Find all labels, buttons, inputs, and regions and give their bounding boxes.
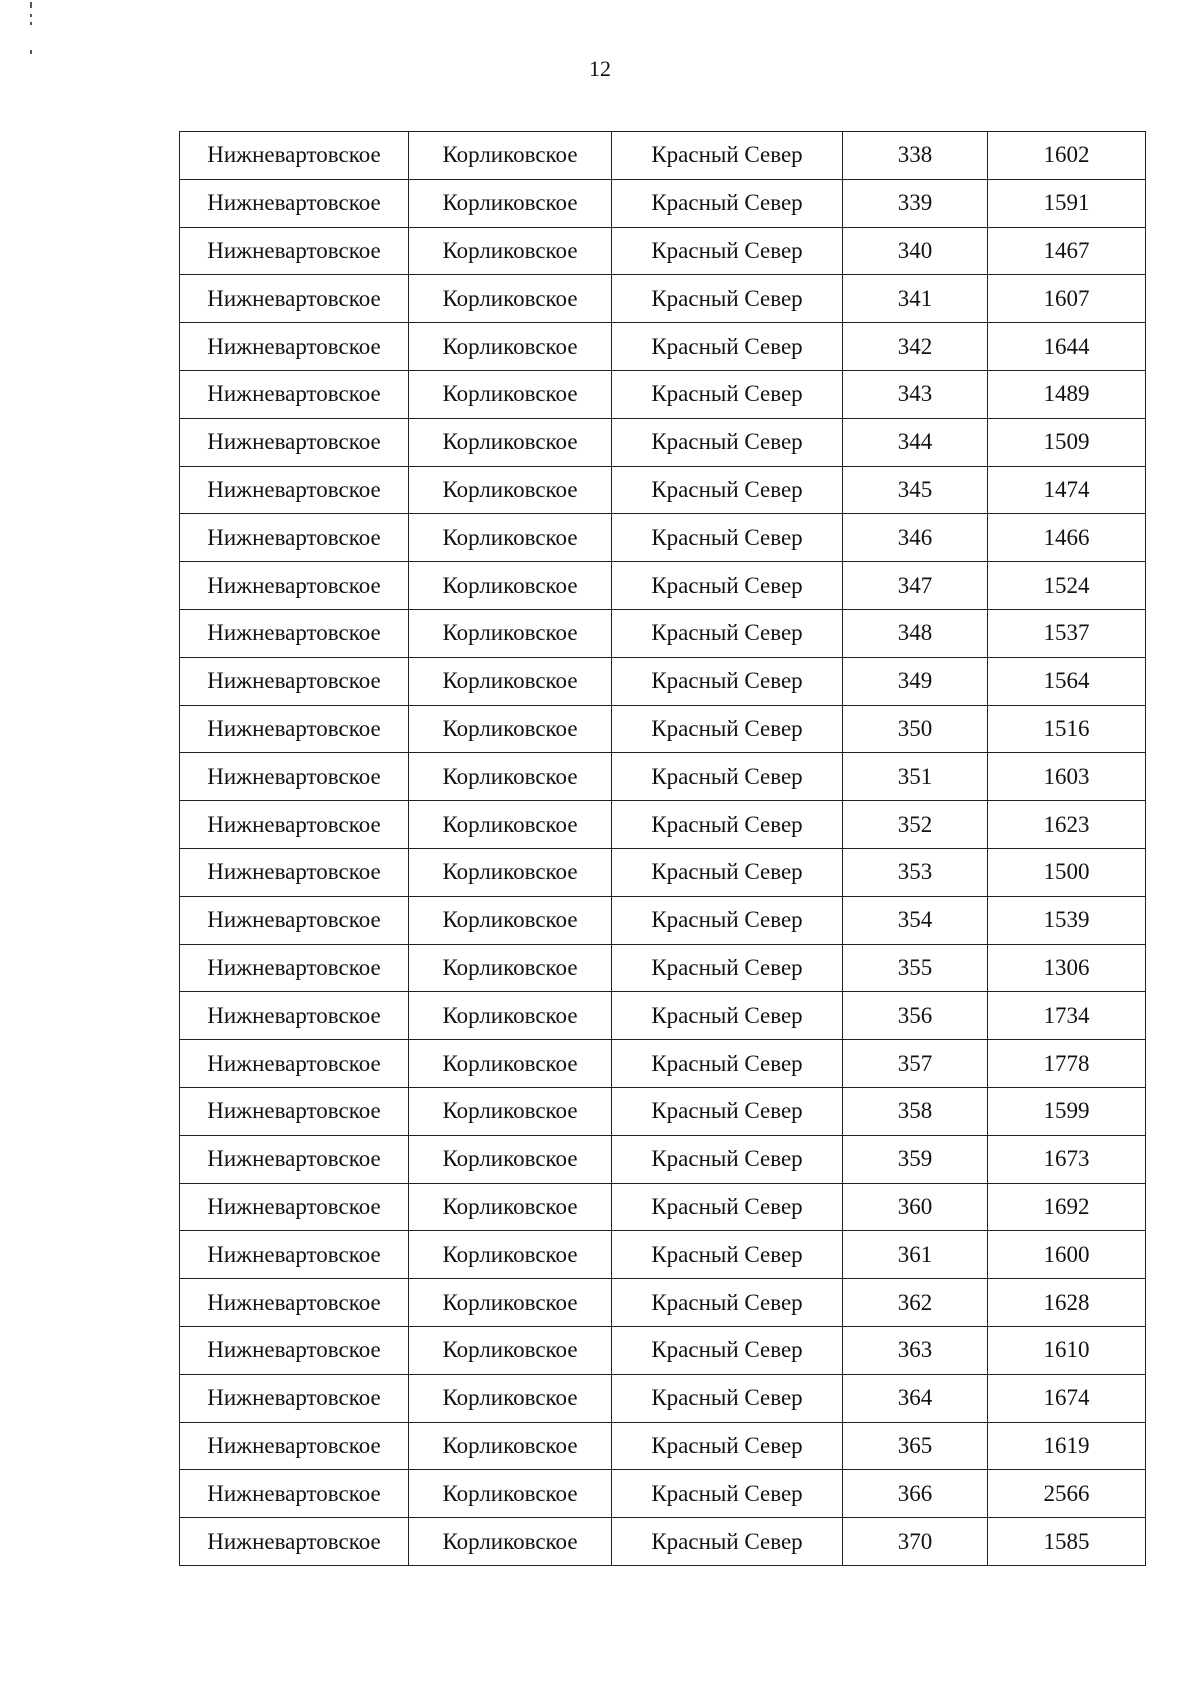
table-row — [180, 848, 1146, 896]
table-row — [180, 1279, 1146, 1327]
cell-district: Нижневартовское — [180, 132, 409, 180]
cell-license-area: Красный Север — [612, 418, 843, 466]
cell-district: Нижневартовское — [180, 418, 409, 466]
cell-field: Корликовское — [409, 753, 612, 801]
cell-district: Нижневартовское — [180, 275, 409, 323]
cell-depth: 1467 — [988, 227, 1146, 275]
cell-field: Корликовское — [409, 1279, 612, 1327]
cell-well-number: 342 — [843, 323, 988, 371]
cell-well-number: 358 — [843, 1087, 988, 1135]
cell-depth: 1599 — [988, 1087, 1146, 1135]
table-row — [180, 1326, 1146, 1374]
cell-license-area: Красный Север — [612, 1040, 843, 1088]
cell-field: Корликовское — [409, 179, 612, 227]
cell-license-area: Красный Север — [612, 753, 843, 801]
table-row — [180, 1183, 1146, 1231]
cell-well-number: 364 — [843, 1374, 988, 1422]
cell-field: Корликовское — [409, 992, 612, 1040]
cell-well-number: 363 — [843, 1326, 988, 1374]
cell-district: Нижневартовское — [180, 801, 409, 849]
cell-license-area: Красный Север — [612, 466, 843, 514]
table-row — [180, 1231, 1146, 1279]
cell-license-area: Красный Север — [612, 227, 843, 275]
table-row — [180, 657, 1146, 705]
cell-field: Корликовское — [409, 801, 612, 849]
cell-license-area: Красный Север — [612, 705, 843, 753]
cell-license-area: Красный Север — [612, 1231, 843, 1279]
table-row — [180, 944, 1146, 992]
cell-district: Нижневартовское — [180, 1040, 409, 1088]
cell-depth: 1539 — [988, 896, 1146, 944]
cell-well-number: 356 — [843, 992, 988, 1040]
cell-depth: 2566 — [988, 1470, 1146, 1518]
cell-depth: 1466 — [988, 514, 1146, 562]
cell-district: Нижневартовское — [180, 657, 409, 705]
cell-field: Корликовское — [409, 848, 612, 896]
cell-field: Корликовское — [409, 1040, 612, 1088]
cell-depth: 1610 — [988, 1326, 1146, 1374]
cell-well-number: 355 — [843, 944, 988, 992]
cell-depth: 1306 — [988, 944, 1146, 992]
cell-depth: 1673 — [988, 1135, 1146, 1183]
page-number: 12 — [589, 56, 611, 81]
cell-district: Нижневартовское — [180, 896, 409, 944]
cell-license-area: Красный Север — [612, 1087, 843, 1135]
cell-well-number: 359 — [843, 1135, 988, 1183]
cell-field: Корликовское — [409, 1422, 612, 1470]
cell-field: Корликовское — [409, 1183, 612, 1231]
cell-district: Нижневартовское — [180, 1087, 409, 1135]
table-row — [180, 132, 1146, 180]
cell-depth: 1623 — [988, 801, 1146, 849]
cell-field: Корликовское — [409, 609, 612, 657]
cell-district: Нижневартовское — [180, 753, 409, 801]
table-row — [180, 1518, 1146, 1566]
cell-district: Нижневартовское — [180, 1231, 409, 1279]
table-row — [180, 705, 1146, 753]
cell-field: Корликовское — [409, 1231, 612, 1279]
table-row — [180, 1422, 1146, 1470]
cell-well-number: 360 — [843, 1183, 988, 1231]
cell-well-number: 352 — [843, 801, 988, 849]
cell-field: Корликовское — [409, 1135, 612, 1183]
cell-license-area: Красный Север — [612, 657, 843, 705]
table-row — [180, 1040, 1146, 1088]
cell-depth: 1603 — [988, 753, 1146, 801]
cell-license-area: Красный Север — [612, 1470, 843, 1518]
cell-depth: 1644 — [988, 323, 1146, 371]
cell-depth: 1585 — [988, 1518, 1146, 1566]
cell-well-number: 361 — [843, 1231, 988, 1279]
cell-license-area: Красный Север — [612, 1374, 843, 1422]
cell-well-number: 350 — [843, 705, 988, 753]
cell-depth: 1474 — [988, 466, 1146, 514]
cell-well-number: 353 — [843, 848, 988, 896]
table-row — [180, 227, 1146, 275]
cell-license-area: Красный Север — [612, 801, 843, 849]
cell-well-number: 370 — [843, 1518, 988, 1566]
cell-district: Нижневартовское — [180, 227, 409, 275]
table-row — [180, 801, 1146, 849]
cell-depth: 1600 — [988, 1231, 1146, 1279]
cell-well-number: 347 — [843, 562, 988, 610]
cell-license-area: Красный Север — [612, 1518, 843, 1566]
cell-field: Корликовское — [409, 1374, 612, 1422]
cell-field: Корликовское — [409, 227, 612, 275]
cell-district: Нижневартовское — [180, 848, 409, 896]
cell-field: Корликовское — [409, 466, 612, 514]
cell-depth: 1778 — [988, 1040, 1146, 1088]
table-row — [180, 466, 1146, 514]
cell-license-area: Красный Север — [612, 992, 843, 1040]
cell-depth: 1602 — [988, 132, 1146, 180]
cell-license-area: Красный Север — [612, 275, 843, 323]
cell-field: Корликовское — [409, 370, 612, 418]
cell-depth: 1607 — [988, 275, 1146, 323]
cell-field: Корликовское — [409, 1518, 612, 1566]
cell-district: Нижневартовское — [180, 1183, 409, 1231]
cell-field: Корликовское — [409, 514, 612, 562]
cell-district: Нижневартовское — [180, 323, 409, 371]
cell-license-area: Красный Север — [612, 1422, 843, 1470]
cell-field: Корликовское — [409, 323, 612, 371]
cell-depth: 1674 — [988, 1374, 1146, 1422]
cell-well-number: 341 — [843, 275, 988, 323]
cell-district: Нижневартовское — [180, 1518, 409, 1566]
table-row — [180, 1374, 1146, 1422]
cell-field: Корликовское — [409, 275, 612, 323]
cell-well-number: 340 — [843, 227, 988, 275]
cell-well-number: 349 — [843, 657, 988, 705]
table-row — [180, 370, 1146, 418]
cell-depth: 1692 — [988, 1183, 1146, 1231]
cell-district: Нижневартовское — [180, 370, 409, 418]
cell-field: Корликовское — [409, 418, 612, 466]
cell-license-area: Красный Север — [612, 1135, 843, 1183]
cell-district: Нижневартовское — [180, 179, 409, 227]
table-row — [180, 418, 1146, 466]
cell-depth: 1509 — [988, 418, 1146, 466]
cell-district: Нижневартовское — [180, 1279, 409, 1327]
table-row — [180, 275, 1146, 323]
cell-well-number: 348 — [843, 609, 988, 657]
cell-district: Нижневартовское — [180, 1135, 409, 1183]
table-row — [180, 609, 1146, 657]
cell-depth: 1564 — [988, 657, 1146, 705]
cell-license-area: Красный Север — [612, 132, 843, 180]
cell-license-area: Красный Север — [612, 562, 843, 610]
cell-depth: 1628 — [988, 1279, 1146, 1327]
cell-district: Нижневартовское — [180, 562, 409, 610]
cell-license-area: Красный Север — [612, 179, 843, 227]
cell-license-area: Красный Север — [612, 609, 843, 657]
cell-well-number: 351 — [843, 753, 988, 801]
cell-well-number: 345 — [843, 466, 988, 514]
cell-license-area: Красный Север — [612, 1279, 843, 1327]
cell-license-area: Красный Север — [612, 514, 843, 562]
table-row — [180, 1135, 1146, 1183]
cell-depth: 1489 — [988, 370, 1146, 418]
cell-field: Корликовское — [409, 896, 612, 944]
cell-well-number: 339 — [843, 179, 988, 227]
cell-well-number: 346 — [843, 514, 988, 562]
cell-district: Нижневартовское — [180, 1470, 409, 1518]
cell-license-area: Красный Север — [612, 1183, 843, 1231]
cell-district: Нижневартовское — [180, 1422, 409, 1470]
cell-field: Корликовское — [409, 657, 612, 705]
cell-field: Корликовское — [409, 1326, 612, 1374]
cell-well-number: 354 — [843, 896, 988, 944]
cell-field: Корликовское — [409, 1470, 612, 1518]
cell-district: Нижневартовское — [180, 1374, 409, 1422]
table-row — [180, 179, 1146, 227]
cell-district: Нижневартовское — [180, 705, 409, 753]
cell-field: Корликовское — [409, 1087, 612, 1135]
table-row — [180, 753, 1146, 801]
cell-well-number: 357 — [843, 1040, 988, 1088]
cell-license-area: Красный Север — [612, 944, 843, 992]
cell-well-number: 366 — [843, 1470, 988, 1518]
cell-depth: 1591 — [988, 179, 1146, 227]
cell-depth: 1537 — [988, 609, 1146, 657]
cell-field: Корликовское — [409, 562, 612, 610]
cell-well-number: 338 — [843, 132, 988, 180]
cell-district: Нижневартовское — [180, 514, 409, 562]
table-row — [180, 896, 1146, 944]
cell-field: Корликовское — [409, 705, 612, 753]
cell-field: Корликовское — [409, 944, 612, 992]
table-row — [180, 1470, 1146, 1518]
table-row — [180, 992, 1146, 1040]
cell-license-area: Красный Север — [612, 896, 843, 944]
cell-well-number: 343 — [843, 370, 988, 418]
cell-depth: 1516 — [988, 705, 1146, 753]
scan-margin-marks — [30, 0, 36, 60]
cell-license-area: Красный Север — [612, 848, 843, 896]
cell-depth: 1500 — [988, 848, 1146, 896]
cell-district: Нижневартовское — [180, 944, 409, 992]
cell-district: Нижневартовское — [180, 992, 409, 1040]
cell-license-area: Красный Север — [612, 370, 843, 418]
cell-well-number: 344 — [843, 418, 988, 466]
cell-well-number: 362 — [843, 1279, 988, 1327]
cell-district: Нижневартовское — [180, 466, 409, 514]
cell-license-area: Красный Север — [612, 323, 843, 371]
table-row — [180, 1087, 1146, 1135]
cell-district: Нижневартовское — [180, 1326, 409, 1374]
cell-depth: 1619 — [988, 1422, 1146, 1470]
cell-well-number: 365 — [843, 1422, 988, 1470]
cell-depth: 1524 — [988, 562, 1146, 610]
cell-field: Корликовское — [409, 132, 612, 180]
cell-license-area: Красный Север — [612, 1326, 843, 1374]
well-depth-table — [179, 131, 1146, 1566]
table-row — [180, 323, 1146, 371]
table-row — [180, 562, 1146, 610]
table-row — [180, 514, 1146, 562]
cell-depth: 1734 — [988, 992, 1146, 1040]
table-body — [180, 132, 1146, 1566]
cell-district: Нижневартовское — [180, 609, 409, 657]
